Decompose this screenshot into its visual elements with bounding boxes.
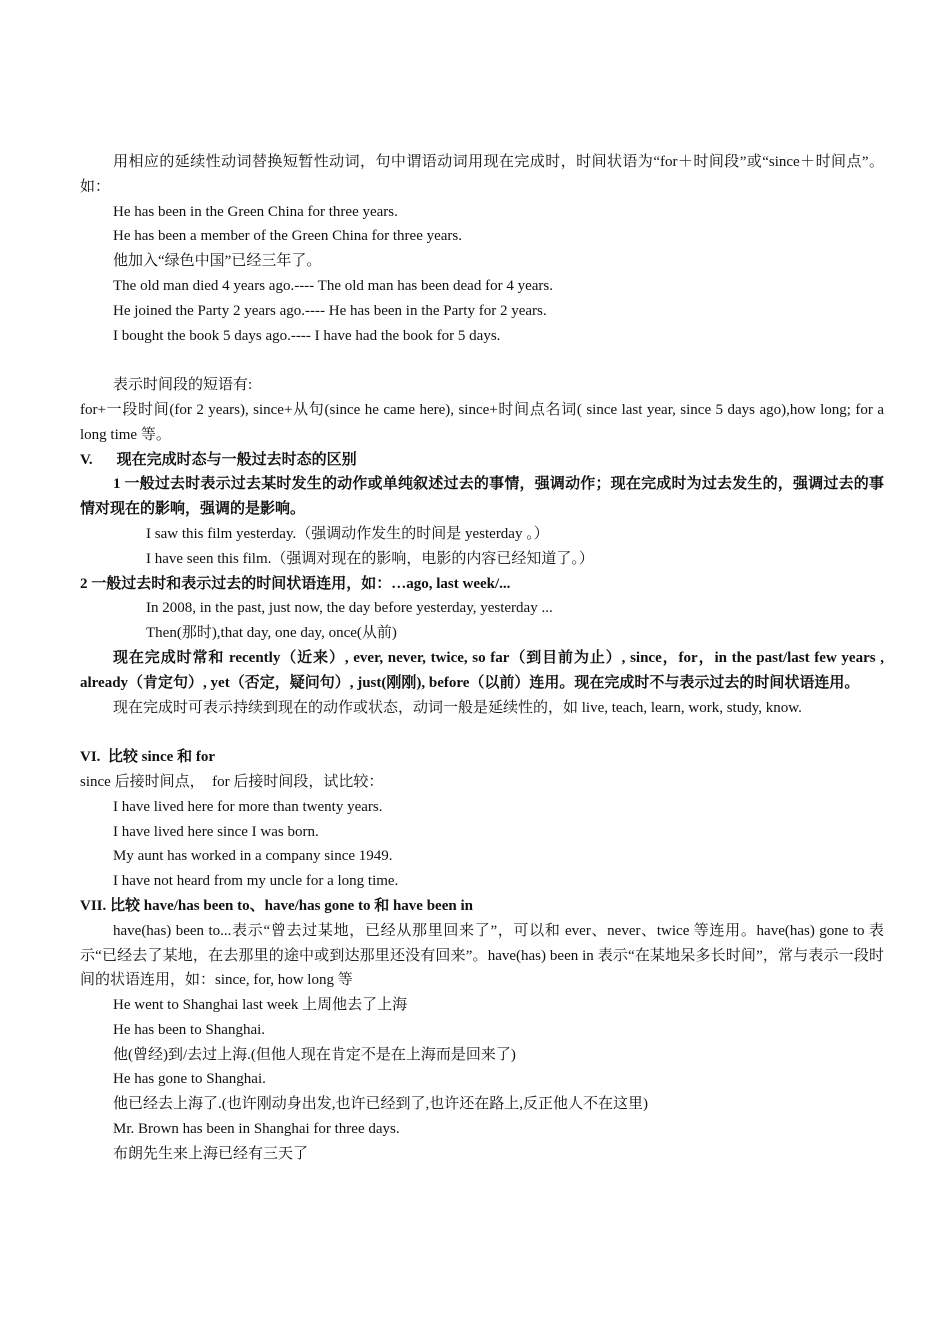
document-page [80,150,884,1167]
section-5-point-3: 现在完成时常和 recently（近来）, ever, never, twice, so far（到目前为止）, since，for，in the past/last few years , already（肯定句）, yet（否定，疑问句）, just(刚刚), before（以前）连用。现在完成时不与表示过去的时间状语连用。 [80,649,884,691]
section-7-heading [80,894,884,919]
intro-example-4: The old man died 4 years ago.---- The old man has been dead for 4 years. [113,277,553,294]
phrases-text: for+一段时间(for 2 years), since+从句(since he came here), since+时间点名词( since last year, since 5 days ago),how long; for a long time 等。 [80,401,884,443]
section-6-example-3: My aunt has worked in a company since 1949. [113,848,393,865]
intro-example-2: He has been a member of the Green China for three years. [113,228,463,245]
section-5-title: 现在完成时态与一般过去时态的区别 [116,451,357,468]
section-6-example-1: I have lived here for more than twenty years. [113,798,383,815]
section-6-number: VI. [80,749,101,766]
section-6-note [80,770,884,795]
since-note: since 后接时间点， [80,773,205,790]
point-1-example-2: I have seen this film.（强调对现在的影响，电影的内容已经知道了。） [146,550,594,567]
section-7-number: VII. [80,897,107,914]
section-7-example-7: 布朗先生来上海已经有三天了 [113,1145,309,1162]
intro-example-6: I bought the book 5 days ago.---- I have had the book for 5 days. [113,327,501,344]
intro-example-5: He joined the Party 2 years ago.---- He has been in the Party for 2 years. [113,302,547,319]
section-7-example-6: Mr. Brown has been in Shanghai for three days. [113,1121,400,1138]
section-7-example-5: 他已经去上海了.(也许刚动身出发,也许已经到了,也许还在路上,反正他人不在这里) [113,1096,648,1113]
section-7-example-4: He has gone to Shanghai. [113,1071,266,1088]
section-6-title: 比较 since 和 for [107,749,215,766]
section-7-example-1: He went to Shanghai last week 上周他去了上海 [113,997,408,1014]
intro-example-1: He has been in the Green China for three years. [113,203,398,220]
section-5-number: V. [80,451,93,468]
section-7-title: 比较 have/has been to、have/has gone to 和 have been in [110,897,473,914]
section-7-explanation: have(has) been to...表示“曾去过某地，已经从那里回来了”，可以和 ever、never、twice 等连用。have(has) gone to 表示“已经去了某地，在去那里的途中或到达那里还没有回来”。have(has) been in 表示“在某地呆多长时间”，常与表示一段时间的状语连用，如：since, for, how long 等 [80,922,884,989]
section-7-example-3: 他(曾经)到/去过上海.(但他人现在肯定不是在上海而是回来了) [113,1046,516,1063]
intro-rule: 用相应的延续性动词替换短暂性动词，句中谓语动词用现在完成时，时间状语为“for＋时间段”或“since＋时间点”。如： [80,154,884,195]
section-7-example-2: He has been to Shanghai. [113,1021,266,1038]
section-5-point-1: 1 一般过去时表示过去某时发生的动作或单纯叙述过去的事情，强调动作；现在完成时为过去发生的，强调过去的事情对现在的影响，强调的是影响。 [80,476,884,518]
section-6-heading [80,745,884,770]
section-5-point-4: 现在完成时可表示持续到现在的动作或状态，动词一般是延续性的，如 live, teach, learn, work, study, know. [113,699,802,716]
phrases-heading: 表示时间段的短语有: [113,377,253,394]
section-6-example-4: I have not heard from my uncle for a long time. [113,873,399,890]
section-6-example-2: I have lived here since I was born. [113,823,319,840]
blank-line [80,720,884,745]
blank-line [80,348,884,373]
point-2-example-2: Then(那时),that day, one day, once(从前) [146,625,397,642]
section-5-heading [80,448,884,473]
section-5-point-2: 2 一般过去时和表示过去的时间状语连用，如：…ago, last week/... [80,575,511,592]
point-1-example-1: I saw this film yesterday.（强调动作发生的时间是 yesterday 。） [146,525,549,542]
intro-example-3: 他加入“绿色中国”已经三年了。 [113,253,322,270]
for-note: for 后接时间段，试比较： [212,773,384,790]
point-2-example-1: In 2008, in the past, just now, the day before yesterday, yesterday ... [146,600,553,617]
